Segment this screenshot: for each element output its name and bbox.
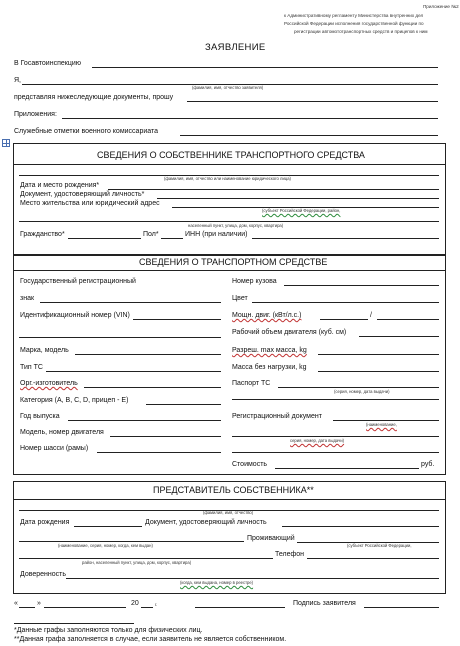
reg-doc-line-2[interactable] xyxy=(232,436,439,437)
reg-doc-hint-1: (наименование, xyxy=(366,422,397,427)
type-label: Тип ТС xyxy=(20,364,43,371)
rep-doc-hint: (наименование, серия, номер, когда, кем выдан) xyxy=(58,543,153,548)
power-kw-line[interactable] xyxy=(320,319,368,320)
appendix-number: Приложение №2 xyxy=(423,4,459,9)
header-line-3: регистрации автомототранспортных средств и прицепов к ним xyxy=(294,29,428,34)
representative-section-title: ПРЕДСТАВИТЕЛЬ СОБСТВЕННИКА** xyxy=(153,485,314,495)
date-year-suffix: г. xyxy=(155,602,158,607)
body-label: Номер кузова xyxy=(232,278,277,285)
volume-line[interactable] xyxy=(359,336,439,337)
applicant-name-hint: (фамилия, имя, отчество заявителя) xyxy=(192,85,264,90)
footnote-two: **Данная графа заполняется в случае, если заявитель не является собственником. xyxy=(14,636,287,643)
military-line[interactable] xyxy=(180,135,438,136)
volume-label xyxy=(232,329,346,336)
reg-doc-hint-2: серия, номер, дата выдачи) xyxy=(290,438,345,443)
max-mass-line[interactable] xyxy=(318,354,439,355)
brand-line[interactable] xyxy=(75,354,221,355)
sex-label: Пол* xyxy=(143,231,159,238)
inn-label: ИНН (при наличии) xyxy=(185,231,248,238)
power-label-text: Мощн. двиг. (кВт/л.с.) xyxy=(232,312,302,319)
volume-label-text: Рабочий объем двигателя (куб. см) xyxy=(232,329,347,336)
to-gai-line[interactable] xyxy=(92,67,438,68)
owner-section-title: СВЕДЕНИЯ О СОБСТВЕННИКЕ ТРАНСПОРТНОГО СРЕДСТВА xyxy=(97,150,365,160)
vin-line-2[interactable] xyxy=(19,337,221,338)
footnote-one: *Данные графы заполняются только для физических лиц. xyxy=(14,627,203,634)
vehicle-title-divider xyxy=(13,270,446,271)
power-label xyxy=(232,312,301,319)
request-line[interactable] xyxy=(187,101,438,102)
vin-label: Идентификационный номер (VIN) xyxy=(20,312,130,319)
date-day-line[interactable] xyxy=(19,607,35,608)
maker-label-text: Орг.-изготовитель xyxy=(20,380,78,387)
footnote-separator xyxy=(14,623,134,624)
signature-pre-line[interactable] xyxy=(195,607,285,608)
rep-doc-label: Документ, удостоверяющий личность xyxy=(145,519,267,526)
passport-line[interactable] xyxy=(278,387,439,388)
brand-label: Марка, модель xyxy=(20,347,69,354)
to-gai-label: В Госавтоинспекцию xyxy=(14,60,81,67)
unladen-line[interactable] xyxy=(318,371,439,372)
rep-birth-line[interactable] xyxy=(74,526,142,527)
owner-doc-line[interactable] xyxy=(157,198,439,199)
rep-birth-label: Дата рождения xyxy=(20,519,70,526)
year-line[interactable] xyxy=(68,420,221,421)
unladen-label: Масса без нагрузки, kg xyxy=(232,364,307,371)
military-label: Служебные отметки военного комиссариата xyxy=(14,128,159,135)
power-hp-line[interactable] xyxy=(377,319,439,320)
date-month-line[interactable] xyxy=(44,607,126,608)
rep-doc-line[interactable] xyxy=(282,526,439,527)
signature-line[interactable] xyxy=(364,607,439,608)
page-title: ЗАЯВЛЕНИЕ xyxy=(205,42,266,53)
owner-street-line[interactable] xyxy=(19,221,439,222)
signature-label: Подпись заявителя xyxy=(293,600,356,607)
vehicle-section-title: СВЕДЕНИЯ О ТРАНСПОРТНОМ СРЕДСТВЕ xyxy=(139,257,328,267)
max-mass-label-text: Разреш. max масса, kg xyxy=(232,347,307,354)
date-year-prefix: 20 xyxy=(131,600,139,607)
sex-line[interactable] xyxy=(161,238,183,239)
engine-model-line[interactable] xyxy=(110,436,221,437)
header-line-1: к Административному регламенту Министерства внутренних дел xyxy=(284,13,424,18)
proxy-label: Доверенность xyxy=(20,571,67,578)
category-line[interactable] xyxy=(146,404,221,405)
body-line[interactable] xyxy=(284,285,439,286)
proxy-line[interactable] xyxy=(66,578,439,579)
passport-line-2[interactable] xyxy=(232,399,439,400)
passport-label: Паспорт ТС xyxy=(232,380,271,387)
color-label: Цвет xyxy=(232,295,248,302)
owner-street-hint: населенный пункт, улица, дом, корпус, квартира) xyxy=(188,223,284,228)
maker-label xyxy=(20,380,78,387)
reg-doc-label: Регистрационный документ xyxy=(232,413,322,420)
rep-name-hint: (фамилия, имя, отчество) xyxy=(203,510,254,515)
owner-birth-line[interactable] xyxy=(108,189,439,190)
rep-doc-line-2[interactable] xyxy=(19,541,244,542)
rep-address-line[interactable] xyxy=(19,558,273,559)
max-mass-label xyxy=(232,347,307,354)
header-line-2: Российской Федерации исполнения государственной функции по xyxy=(284,21,424,26)
inn-line[interactable] xyxy=(252,238,439,239)
engine-model-label: Модель, номер двигателя xyxy=(20,429,104,436)
rep-address-hint: район, населенный пункт, улица, дом, корпус, квартира) xyxy=(82,560,192,565)
owner-subject-hint: (субъект Российской Федерации, район, xyxy=(262,208,341,213)
reg-sign-label-2: знак xyxy=(20,295,35,302)
power-separator: / xyxy=(370,312,372,319)
cost-label: Стоимость xyxy=(232,461,268,468)
request-label: представляя нижеследующие документы, прошу xyxy=(14,94,174,101)
reg-doc-line-3[interactable] xyxy=(232,452,439,453)
owner-birth-label: Дата и место рождения* xyxy=(20,182,100,189)
owner-doc-label: Документ, удостоверяющий личность* xyxy=(20,191,145,198)
table-move-icon[interactable] xyxy=(2,139,10,147)
citizenship-line[interactable] xyxy=(68,238,141,239)
owner-name-hint: (фамилия, имя, отчество или наименование юридического лица) xyxy=(164,176,291,181)
year-label: Год выпуска xyxy=(20,413,60,420)
chassis-line[interactable] xyxy=(97,452,221,453)
vehicle-section xyxy=(13,255,446,475)
reg-sign-label: Государственный регистрационный xyxy=(20,278,136,285)
rep-lives-label: Проживающий xyxy=(247,535,295,542)
citizenship-label: Гражданство* xyxy=(20,231,65,238)
attachments-label: Приложения: xyxy=(14,111,57,118)
color-line[interactable] xyxy=(252,302,439,303)
reg-sign-line[interactable] xyxy=(40,302,221,303)
date-quote-close: » xyxy=(37,600,41,607)
cost-currency: руб. xyxy=(421,461,435,468)
category-label: Категория (А, В, С, D, прицеп - Е) xyxy=(20,397,129,404)
date-quote-open: « xyxy=(14,600,18,607)
date-year-line[interactable] xyxy=(141,607,153,608)
owner-title-divider xyxy=(13,164,446,165)
rep-phone-line[interactable] xyxy=(307,558,439,559)
representative-title-divider xyxy=(13,499,446,500)
rep-phone-label: Телефон xyxy=(275,551,305,558)
passport-hint: (серия, номер, дата выдачи) xyxy=(334,389,390,394)
type-line[interactable] xyxy=(46,371,221,372)
applicant-label: Я, xyxy=(14,77,21,84)
owner-address-label: Место жительства или юридический адрес xyxy=(20,200,160,207)
maker-line[interactable] xyxy=(84,387,221,388)
chassis-label: Номер шасси (рамы) xyxy=(20,445,89,452)
proxy-hint: (когда, кем выдана, номер в реестре) xyxy=(180,580,254,585)
attachments-line[interactable] xyxy=(62,118,438,119)
reg-doc-line[interactable] xyxy=(333,420,439,421)
rep-subject-hint: (субъект Российской Федерации, xyxy=(347,543,412,548)
cost-line[interactable] xyxy=(275,468,419,469)
vin-line[interactable] xyxy=(133,319,221,320)
